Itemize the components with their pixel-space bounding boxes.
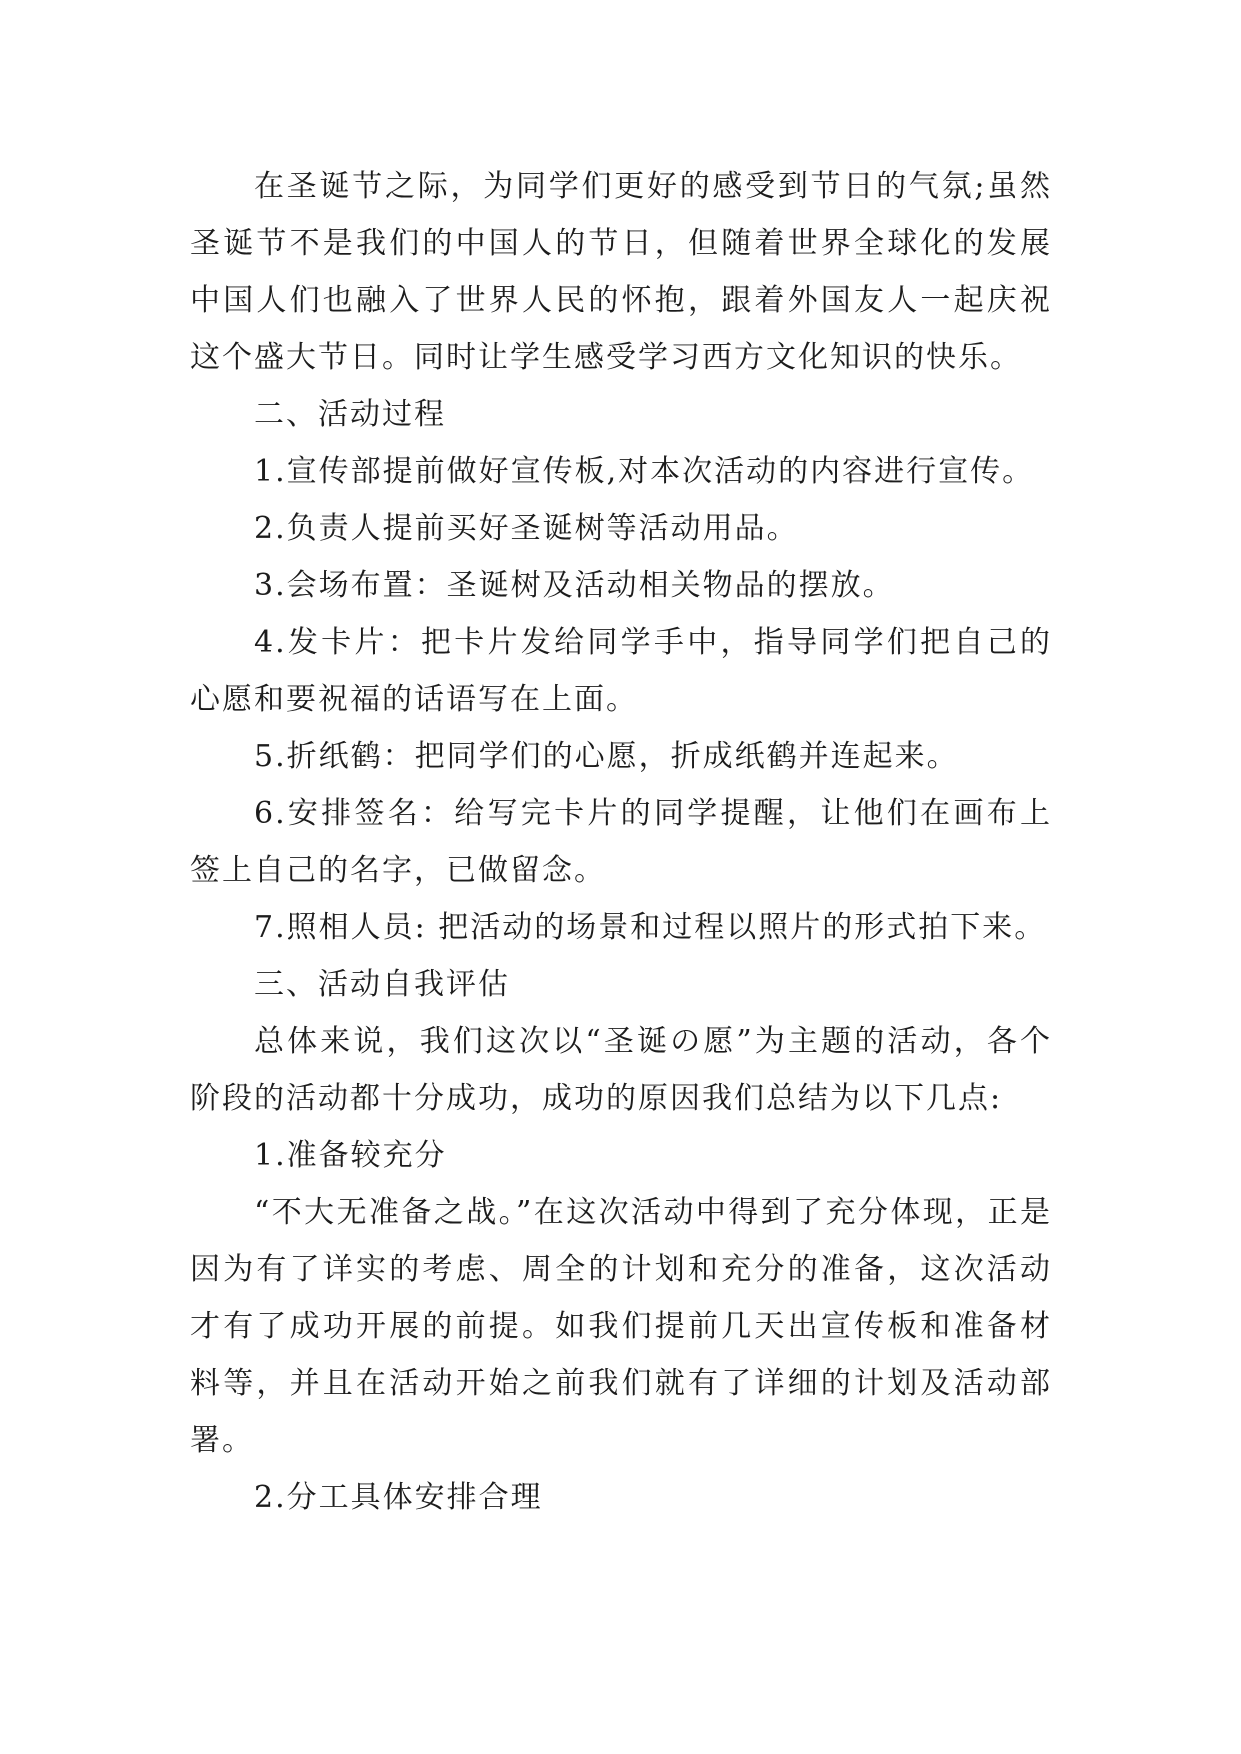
subheading-preparation: 1.准备较充分 [254, 1138, 447, 1173]
list-item-1: 1.宣传部提前做好宣传板,对本次活动的内容进行宣传。 [254, 454, 1035, 489]
list-item-3: 3.会场布置：圣诞树及活动相关物品的摆放。 [254, 568, 895, 603]
list-item-4: 4.发卡片：把卡片发给同学手中，指导同学们把自己的心愿和要祝福的话语写在上面。 [190, 625, 1052, 717]
list-item-2: 2.负责人提前买好圣诞树等活动用品。 [254, 511, 799, 546]
list-item-5: 5.折纸鹤：把同学们的心愿，折成纸鹤并连起来。 [254, 739, 959, 774]
document-body [190, 158, 1052, 1526]
paragraph-intro: 在圣诞节之际，为同学们更好的感受到节日的气氛;虽然圣诞节不是我们的中国人的节日，但随着世界全球化的发展中国人们也融入了世界人民的怀抱，跟着外国友人一起庆祝这个盛大节日。同时让学生感受学习西方文化知识的快乐。 [190, 169, 1052, 375]
paragraph-summary: 总体来说，我们这次以“圣诞の愿”为主题的活动，各个阶段的活动都十分成功，成功的原因我们总结为以下几点: [190, 1024, 1052, 1116]
list-item-6: 6.安排签名：给写完卡片的同学提醒，让他们在画布上签上自己的名字，已做留念。 [190, 796, 1052, 888]
paragraph-preparation: “不大无准备之战。”在这次活动中得到了充分体现，正是因为有了详实的考虑、周全的计划和充分的准备，这次活动才有了成功开展的前提。如我们提前几天出宣传板和准备材料等，并且在活动开始之前我们就有了详细的计划及活动部署。 [190, 1195, 1052, 1458]
list-item-7: 7.照相人员: 把活动的场景和过程以照片的形式拍下来。 [254, 910, 1047, 945]
section-heading-activity-process: 二、活动过程 [254, 397, 446, 432]
section-heading-self-evaluation: 三、活动自我评估 [254, 967, 510, 1002]
subheading-division-of-work: 2.分工具体安排合理 [254, 1480, 543, 1515]
